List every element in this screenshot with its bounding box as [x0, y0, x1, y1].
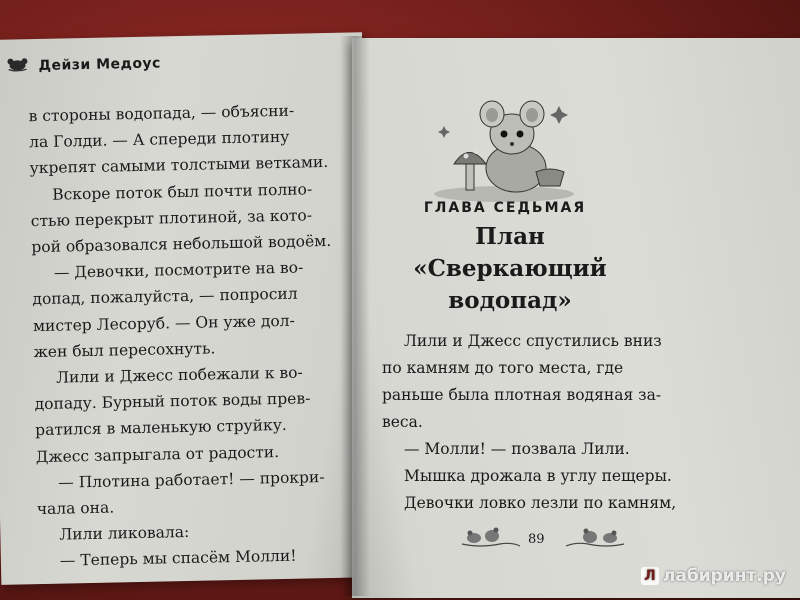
- mice-ornament-icon: [460, 522, 522, 552]
- text-line: Мышка дрожала в углу пещеры.: [404, 467, 672, 485]
- watermark-text: лабиринт.ру: [662, 566, 786, 586]
- text-line: в стороны водопада, — объясни-: [28, 101, 295, 126]
- right-page: [352, 38, 800, 598]
- text-line: Девочки ловко лезли по камням,: [404, 494, 677, 512]
- page-number: 89: [528, 532, 545, 547]
- text-line: веса.: [382, 413, 423, 431]
- text-line: допаду. Бурный поток воды прев-: [34, 389, 311, 414]
- text-line: по камням до того места, где: [382, 359, 624, 377]
- text-line: мистер Лесоруб. — Он уже дол-: [32, 311, 295, 335]
- text-line: допад, пожалуйста, — попросил: [32, 285, 298, 309]
- text-line: Лили и Джесс спустились вниз: [404, 332, 662, 350]
- text-line: Лили и Джесс побежали к во-: [55, 363, 303, 387]
- text-line: жен был пересохнуть.: [33, 339, 216, 361]
- text-line: Лили ликовала:: [59, 523, 190, 544]
- text-line: — Теперь мы спасём Молли!: [59, 547, 297, 571]
- text-line: раньше была плотная водяная за-: [382, 386, 662, 404]
- watermark-logo-icon: Л: [641, 567, 659, 585]
- text-line: чала она.: [36, 498, 115, 519]
- running-head: [6, 54, 161, 75]
- right-page-body: [382, 328, 700, 517]
- chapter-title: [390, 221, 630, 317]
- text-line: Вскоре поток был почти полно-: [52, 179, 313, 204]
- chapter-title-line: План «Сверкающий: [413, 223, 607, 282]
- text-line: Джесс запрыгала от радости.: [35, 442, 280, 466]
- text-line: ратился в маленькую струйку.: [35, 416, 287, 440]
- mouse-with-mushroom-illustration: [424, 86, 584, 206]
- text-line: стью перекрыт плотиной, за кото-: [30, 206, 313, 230]
- author-name: Дейзи Медоус: [38, 55, 162, 74]
- text-line: — Плотина работает! — прокри-: [58, 467, 325, 492]
- watermark: [641, 566, 786, 586]
- book-gutter: [340, 36, 370, 596]
- left-page: [0, 32, 373, 585]
- mice-ornament-icon: [564, 522, 626, 552]
- text-line: — Молли! — позвала Лили.: [404, 440, 630, 458]
- text-line: ла Голди. — А спереди плотину: [28, 127, 290, 152]
- mouse-ornament-icon: [6, 57, 28, 75]
- chapter-title-line: водопад»: [448, 287, 572, 314]
- text-line: укрепят самыми толстыми ветками.: [29, 153, 329, 178]
- chapter-label: ГЛАВА СЕДЬМАЯ: [423, 200, 587, 216]
- left-page-body: [28, 97, 338, 575]
- text-line: — Девочки, посмотрите на во-: [53, 258, 304, 282]
- text-line: рой образовался небольшой водоём.: [31, 231, 332, 257]
